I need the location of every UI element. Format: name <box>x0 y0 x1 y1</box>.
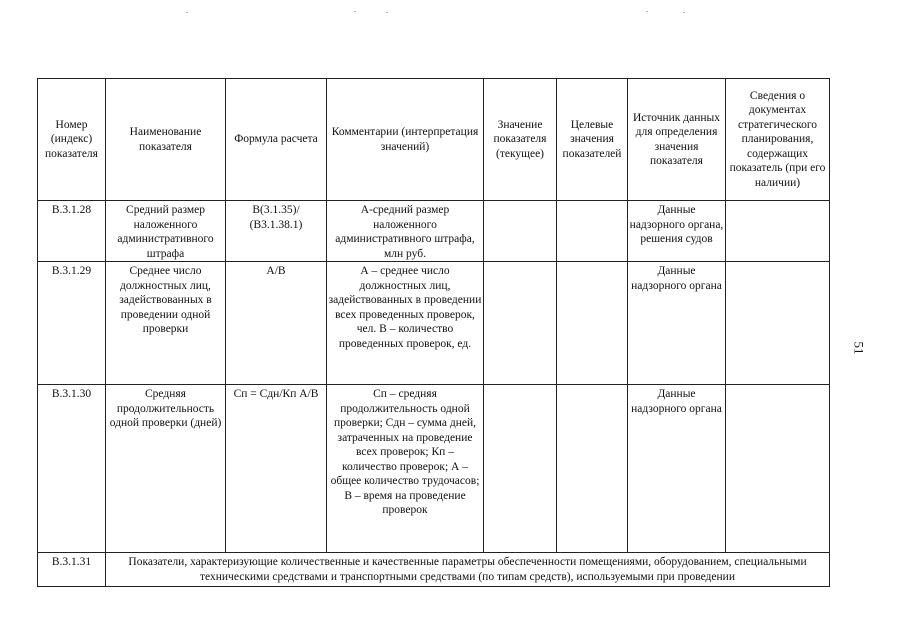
header-target-values: Целевые значения показателей <box>557 79 628 201</box>
cell-source: Данные надзорного органа <box>628 262 726 385</box>
cell-source: Данные надзорного органа, решения судов <box>628 201 726 262</box>
table-row <box>38 201 830 262</box>
cell-index: В.3.1.29 <box>38 262 106 385</box>
scan-artifact <box>646 11 648 12</box>
cell-strategic-docs <box>726 201 830 262</box>
cell-name: Средняя продолжительность одной проверки (дней) <box>106 385 226 553</box>
cell-comment: Сп – средняя продолжительность одной проверки; Сдн – сумма дней, затраченных на проведение всех проверок; Кп – количество проверок; А – общее количество трудочасов; В – время на проведение проверок <box>327 385 484 553</box>
cell-formula: А/В <box>226 262 327 385</box>
header-comment: Комментарии (интерпретация значений) <box>327 79 484 201</box>
table-row <box>38 262 830 385</box>
cell-name: Средний размер наложенного административного штрафа <box>106 201 226 262</box>
header-source: Источник данных для определения значения показателя <box>628 79 726 201</box>
table-row <box>38 553 830 587</box>
table-header-row <box>38 79 830 201</box>
cell-index: В.3.1.28 <box>38 201 106 262</box>
cell-formula: Сп = Сдн/Кп А/В <box>226 385 327 553</box>
cell-index: В.3.1.30 <box>38 385 106 553</box>
header-index: Номер (индекс) показателя <box>38 79 106 201</box>
scan-artifact <box>386 12 388 13</box>
scan-artifact <box>683 12 685 13</box>
cell-target-values <box>557 262 628 385</box>
cell-current-value <box>484 385 557 553</box>
cell-index: В.3.1.31 <box>38 553 106 587</box>
cell-current-value <box>484 262 557 385</box>
header-name: Наименование показателя <box>106 79 226 201</box>
cell-strategic-docs <box>726 262 830 385</box>
cell-target-values <box>557 385 628 553</box>
cell-formula: В(3.1.35)/ (В3.1.38.1) <box>226 201 327 262</box>
scan-artifact <box>354 11 356 12</box>
cell-comment: А-средний размер наложенного административного штрафа, млн руб. <box>327 201 484 262</box>
table-row <box>38 385 830 553</box>
cell-current-value <box>484 201 557 262</box>
cell-section-text: Показатели, характеризующие количественные и качественные параметры обеспеченности помещениями, оборудованием, специальными техническими средствами и транспортными средствами (по типам средств), используемыми при проведении <box>106 553 830 587</box>
cell-target-values <box>557 201 628 262</box>
indicators-table <box>37 78 830 587</box>
cell-comment: А – среднее число должностных лиц, задействованных в проведении всех проведенных проверок, чел. В – количество проведенных проверок, ед. <box>327 262 484 385</box>
cell-name: Среднее число должностных лиц, задействованных в проведении одной проверки <box>106 262 226 385</box>
cell-source: Данные надзорного органа <box>628 385 726 553</box>
header-formula: Формула расчета <box>226 79 327 201</box>
header-current-value: Значение показателя (текущее) <box>484 79 557 201</box>
cell-strategic-docs <box>726 385 830 553</box>
header-strategic-docs: Сведения о документах стратегического планирования, содержащих показатель (при его наличии) <box>726 79 830 201</box>
page-number: 51 <box>851 341 867 355</box>
scan-artifact <box>186 12 188 13</box>
